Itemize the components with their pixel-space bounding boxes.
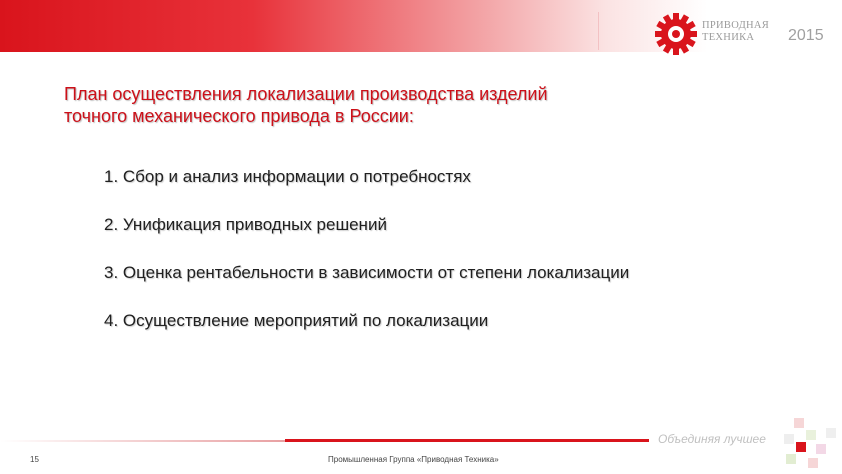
slide-title: [64, 83, 724, 127]
gear-icon: [654, 12, 698, 56]
square-2: [806, 430, 816, 440]
step-item-3: 3. Оценка рентабельности в зависимости от степени локализации: [104, 263, 630, 282]
slide-title-line-2: точного механического привода в России:: [64, 106, 414, 126]
square-3: [784, 434, 794, 444]
logo-line-1: ПРИВОДНАЯ: [702, 20, 770, 31]
slide-title-line-1: План осуществления локализации производства изделий: [64, 84, 548, 104]
footer-line-fade: [0, 440, 285, 442]
slogan: Объединяя лучшее: [658, 432, 766, 446]
year-label: 2015: [788, 27, 824, 44]
square-4: [796, 442, 806, 452]
steps-list: [104, 165, 804, 357]
step-item-1: 1. Сбор и анализ информации о потребностях: [104, 167, 471, 186]
step-item-2: 2. Унификация приводных решений: [104, 215, 387, 234]
footer-line: [285, 439, 649, 442]
square-5: [816, 444, 826, 454]
footer-company: Промышленная Группа «Приводная Техника»: [328, 455, 499, 464]
logo-line-2: ТЕХНИКА: [702, 32, 755, 43]
square-1: [794, 418, 804, 428]
logo-wordmark: [702, 20, 782, 44]
page-number: 15: [30, 455, 39, 464]
square-8: [826, 428, 836, 438]
square-6: [786, 454, 796, 464]
square-7: [808, 458, 818, 468]
decorative-squares: [780, 418, 842, 474]
step-item-4: 4. Осуществление мероприятий по локализации: [104, 311, 489, 330]
header-divider: [598, 12, 599, 50]
